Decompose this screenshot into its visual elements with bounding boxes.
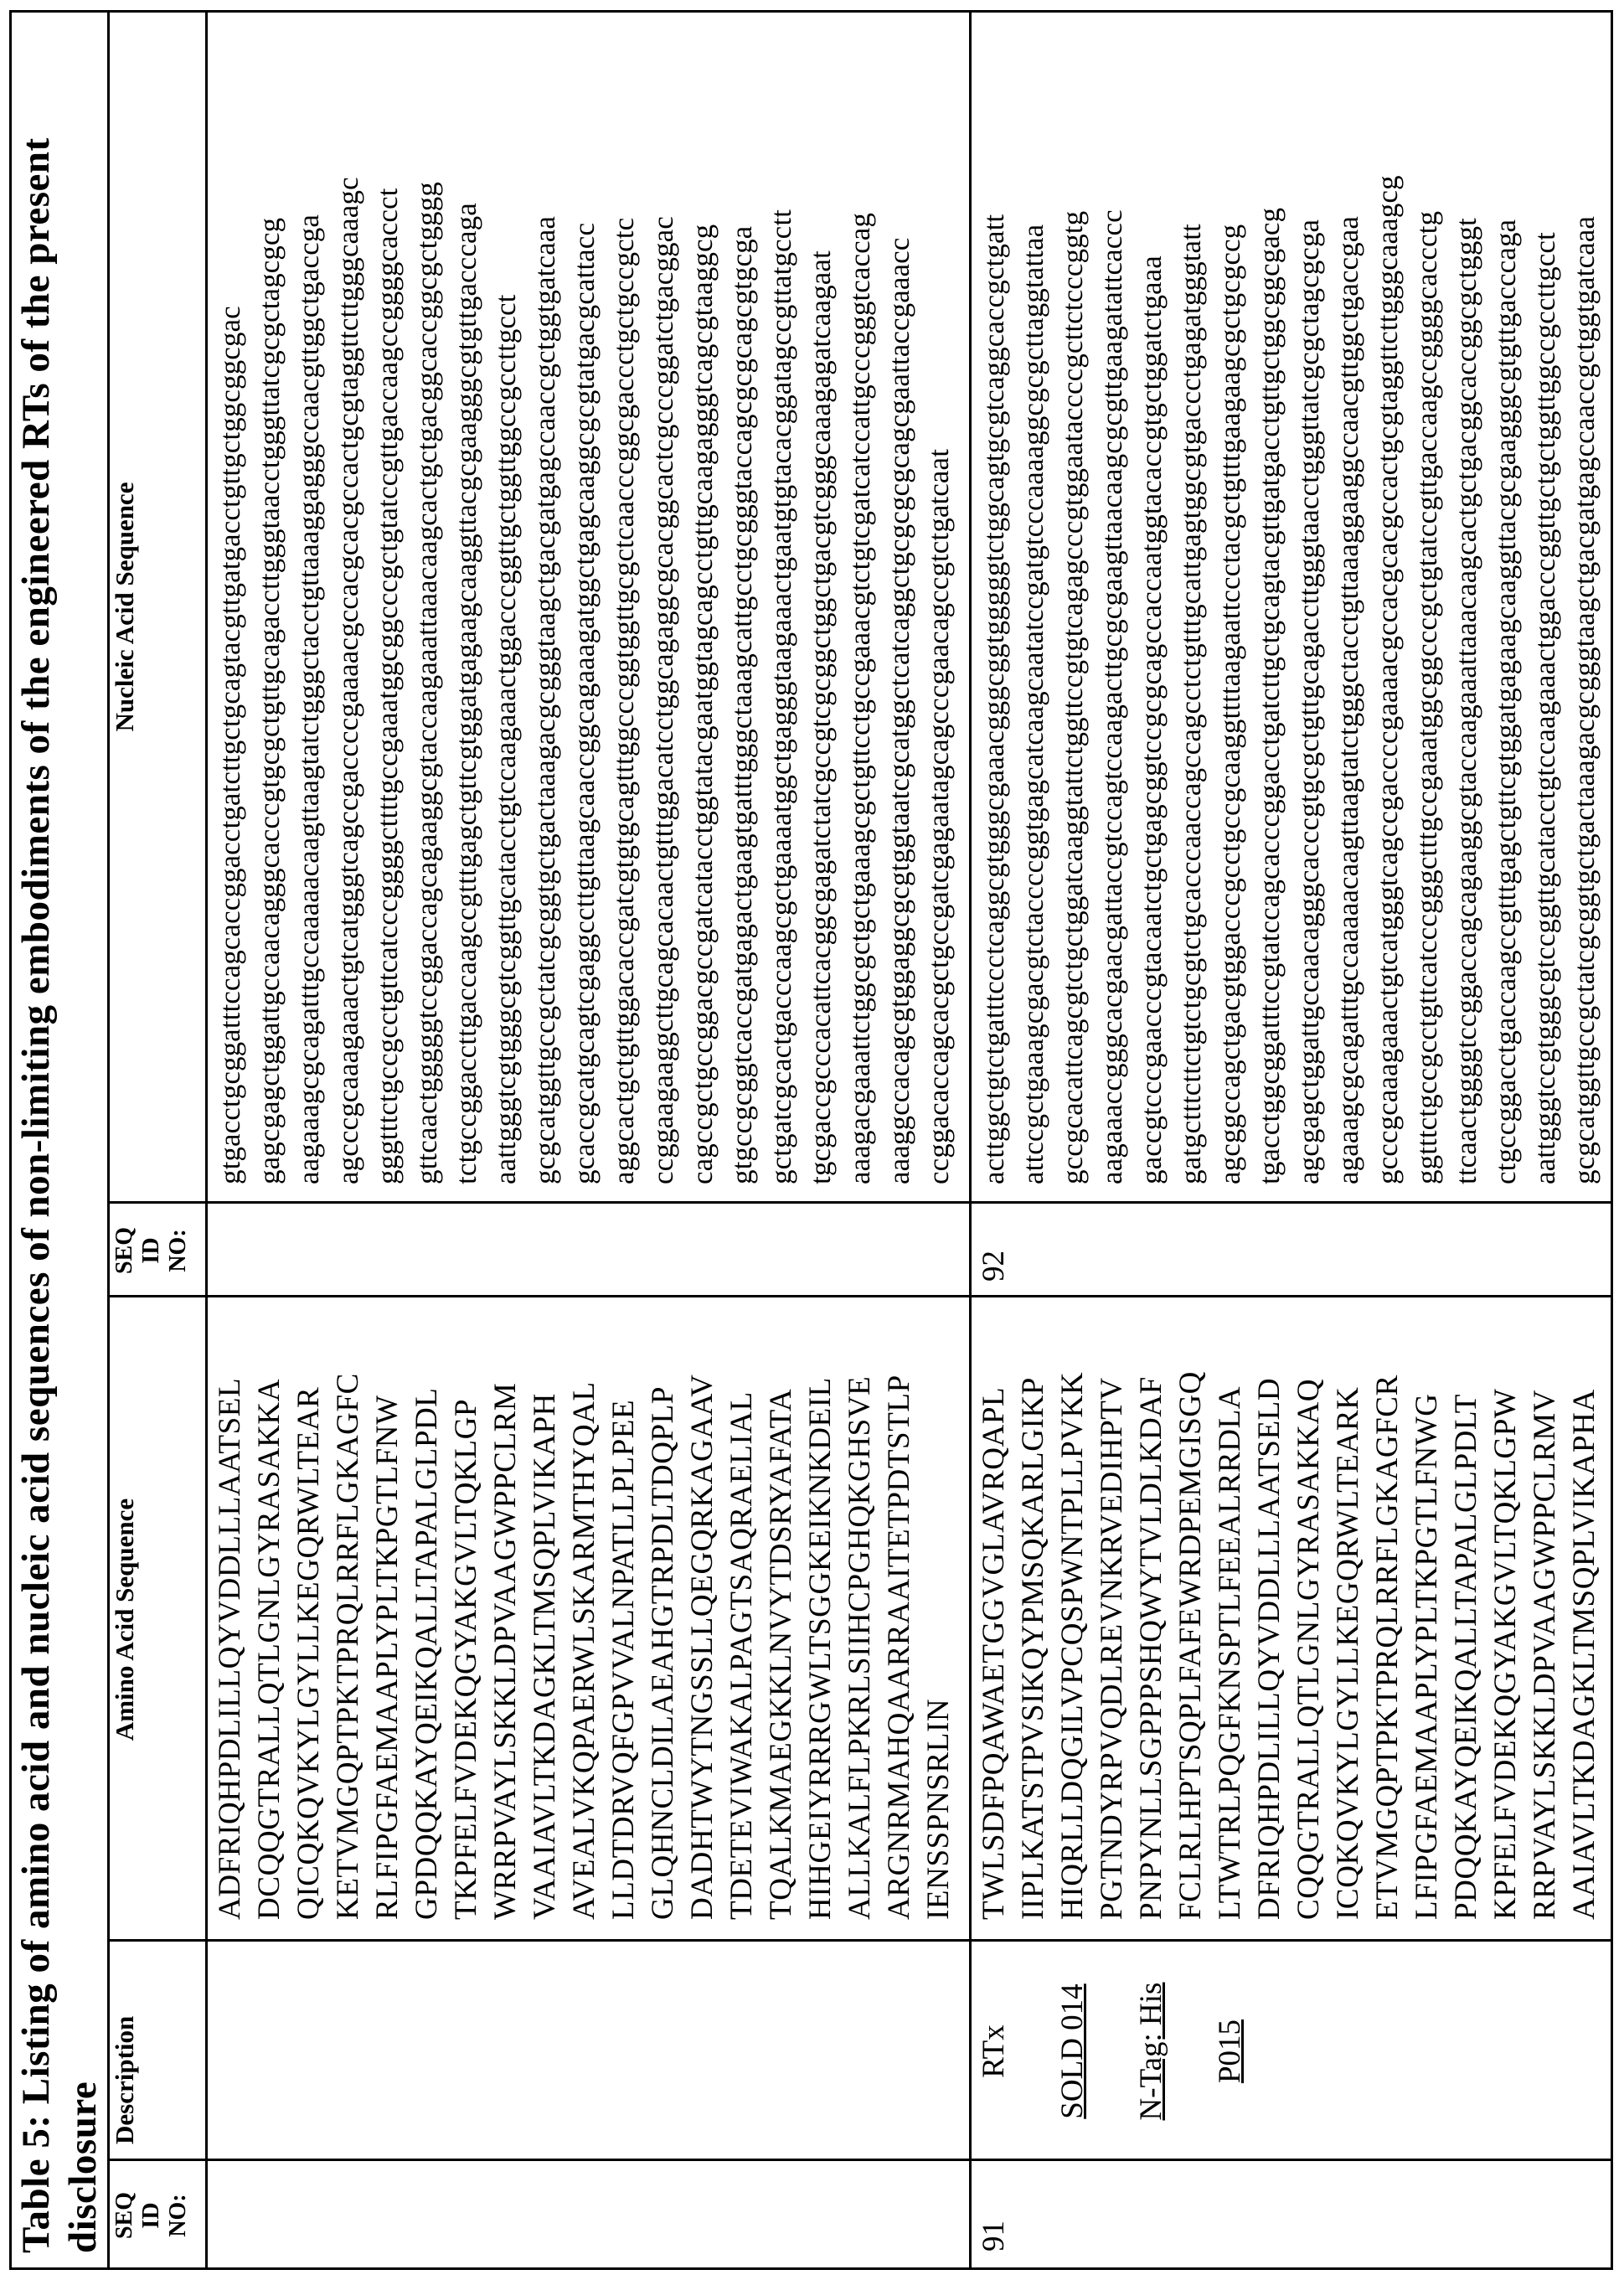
amino-acid-line: LTWTRLPQGFKNSPTLFEEALRRDLA [1213, 1385, 1247, 1920]
description-line: RTx [977, 2025, 1011, 2078]
description-line: P015 [1213, 2019, 1247, 2084]
nucleic-acid-line: acttggctgtctgatttccctcaggcgtgggcgaaacgggcggtgggggtctggcagtgcgtcaggcaccgctgatt [977, 214, 1010, 1184]
amino-acid-line: RRPVAYLSKKLDPVAAGWPPCLRMV [1528, 1389, 1562, 1920]
nucleic-acid-line: aattgggtccgtgggcgtccggttgcatacctgtccaagaaactggacccggttgctgctggttggccgccttgcct [1529, 232, 1561, 1184]
nucleic-acid-line: gtgacctgcggatttccagcaccggacctgatcttgctgcagtacgttgatgacctgttgctggcggcgac [214, 306, 246, 1184]
nucleic-acid-line: gtgccgcggtcaccgatgagactgaagtgatttgggctaaagcattgcctgcgggtaccagcgcgcagcgtgcga [725, 225, 758, 1184]
nucleic-acid-line: gcgcatggttgccgctatcgcggtgctgactaaagacgcgggtaagctgacgatgagccaaccgctggtgatcaaa [1568, 215, 1601, 1184]
header-seq-id-2 [111, 1204, 192, 1297]
nucleic-acid-line: gcccgcaaagaaactgtcatgggtcagccgaccccgaaaacgccacgcacgccactgcgtaggttcttgggcaaagcg [1371, 175, 1404, 1184]
amino-acid-line: ADFRIQHPDLILLQYVDDLLLAATSEL [213, 1377, 247, 1920]
header-seq-id-line: ID [138, 1237, 164, 1264]
nucleic-acid-line: agcccgcaaagaaactgtcatgggtcagccgaccccgaaaacgccacgcacgccactgcgtaggttcttgggcaaagc [332, 177, 364, 1184]
seq-id-nucleic: 92 [977, 1251, 1011, 1282]
header-seq-id-line: NO: [165, 1229, 191, 1272]
amino-acid-line: IIPLKATSTPVSIKQYPMSQKARLGIKP [1016, 1377, 1050, 1920]
table-title-text: : Listing of amino acid and nucleic acid sequences of non-limiting embodiments of the engineered RTs of the present [14, 137, 58, 2128]
amino-acid-line: PDQQKAYQEIKQALLTAPALGLPDLT [1449, 1394, 1483, 1920]
amino-acid-line: PNPYNLLSGPPPSHQWYTVLDLKDAF [1134, 1376, 1168, 1920]
description [974, 1942, 1250, 2161]
nucleic-acid-line: tctgccggaccttgaccaagccgtttgagctgttcgtggatgagaagcaaggttacgcgaagggcgtgttgacccaga [450, 203, 482, 1184]
amino-acid-line: FCLRLHPTSQPLFAFEWRDPEMGISGQ [1173, 1371, 1208, 1920]
amino-acid-line: QICQKQVKYLGYLLKEGQRWLTEAR [291, 1386, 326, 1920]
nucleic-acid-line: gcaccgcatgcagtcgaggccttgttaagcaaccggcagaaagatggctgagcaaggcgcgtatgacgcattacc [568, 222, 601, 1184]
header-seq-id-line: ID [138, 2202, 164, 2229]
nucleic-acid-line: ttcaactggggtccggaccagcagaaggcgtaccaagaaattaaacaagcactgctgacggcaccggcgctgggt [1450, 218, 1482, 1184]
amino-acid-sequence [974, 1371, 1604, 1920]
nucleic-acid-line: gatgctttcttctgtctgcgtctgcacccaaccagccagcctctgtttgcattgagtggcgtgaccctgagatgggtatt [1174, 224, 1207, 1184]
amino-acid-line: GPDQQKAYQEIKQALLTAPALGLPDL [410, 1387, 444, 1920]
row-divider [969, 10, 972, 2270]
nucleic-acid-line: aattgggtcgtgggcgtcggttgcatacctgtccaagaaactggacccggttgctggttggccgccttgcct [489, 294, 522, 1184]
column-divider [107, 1201, 1613, 1204]
nucleic-acid-line: agaaagcgcagatttgccaaaaacaagttaagtatctgggctacctgttaaaggaaggccaacgttggctgaccgaa [1332, 215, 1364, 1184]
header-seq-id-line: NO: [165, 2194, 191, 2237]
amino-acid-line: ICQKQVKYLGYLLKEGQRWLTEARK [1331, 1386, 1365, 1920]
header-seq-id-line: SEQ [111, 2191, 137, 2240]
amino-acid-line: WRRPVAYLSKKLDPVAAGWPPCLRM [488, 1382, 523, 1920]
nucleic-acid-line: gaccgtcccgaacccgtacaatctgctgagcggtccgcgcagccaccaatggtacaccgtgctggatctgaaa [1135, 255, 1168, 1184]
title-divider [107, 10, 110, 2270]
nucleic-acid-line: gcgcatggttgccgctatcgcggtgctgactaaagacgcgggtaagctgacgatgagccaaccgctggtgatcaaa [528, 215, 561, 1184]
amino-acid-line: PGTNDYRPVQDLREVNKRVEDIHPTV [1095, 1377, 1129, 1920]
amino-acid-line: HIHGEIYRRRGWLTSGGKEIKNKDEIL [803, 1377, 838, 1920]
nucleic-acid-line: aaaggccacagcgtggaggcgcgtggtaatcgcatggctcatcaggctgcgcgcgcagcgaattaccgaaacc [883, 237, 915, 1184]
table-title-line2: disclosure [61, 2081, 105, 2253]
amino-acid-line: DADHTWYTNGSSLLQEGQRKAGAAV [685, 1374, 719, 1920]
rotated-table-page [9, 10, 1613, 2270]
nucleic-acid-line: aagaaagcgcagatttgccaaaaacaagttaagtatctgggctacctgttaaaggagggccaacgttggctgaccga [292, 214, 325, 1184]
column-divider [107, 2159, 1613, 2161]
nucleic-acid-line: tgcgaccgcccacattcacggcgagatctatcgccgtcgcggctggctgacgtcgggcaaagagatcaagaat [804, 250, 837, 1184]
table-title-label: Table 5 [14, 2128, 58, 2253]
amino-acid-line: TWLSDFPQAWAETGGVGLAVRQAPL [977, 1386, 1011, 1920]
header-amino-acid: Amino Acid Sequence [110, 1498, 139, 1741]
header-divider [205, 10, 208, 2270]
amino-acid-line: KPFELFVDEKQGYAKGVLTQKLGPW [1488, 1388, 1523, 1920]
amino-acid-line: ARGNRMAHQAARRAAITETPDTSTLP [882, 1375, 916, 1920]
description-line: SOLD 014 [1055, 1983, 1090, 2119]
header-seq-id-line: SEQ [111, 1226, 137, 1275]
nucleic-acid-line: gctgatcgcactgacccaagcgctgaaaatggctgagggtaagaaactgaatgtgtacacggatagccgttatgcctt [765, 209, 797, 1184]
amino-acid-line: VAAIAVLTKDAGKLTMSQPLVIKAPH [528, 1393, 562, 1920]
nucleic-acid-sequence [974, 175, 1604, 1184]
amino-acid-line: HIQRLLDQGILVPCQSPWNTPLLPVKK [1055, 1371, 1090, 1920]
nucleic-acid-line: aaagacgaaattctggcgctgctgaaagcgctgttcctgccgaaacgtctgtcgatcatccattgcccgggtcaccag [843, 212, 876, 1184]
nucleic-acid-line: gagcgagctggattgccaacagggcacccgtgcgctgttgcagaccttgggtaacctgggttatcgcgctagcgcg [253, 217, 286, 1184]
nucleic-acid-line: ggtttctgccgcctgttcatcccgggctttgccgaaatggcggcccgctgtatccgttgaccaagccggggcaccctg [1410, 210, 1443, 1184]
column-divider [107, 1295, 1613, 1297]
amino-acid-line: GLQHNCLDILAEAHGTRPDLTDQPLP [646, 1385, 680, 1920]
nucleic-acid-line: ccggaagaaggcttgcagcacaactgtttggacatcctggcagaggcgcacggcactcgcccggatctgacggac [647, 216, 679, 1184]
nucleic-acid-line: agcgagctggattgccaacagggcacccgtgcgctgttgcagaccttgggtaacctgggttatcgcgctagcgcga [1292, 219, 1325, 1184]
nucleic-acid-line: tgacctggcggatttccgtatccagcacccggacctgatcttgctgcagtacgttgatgacctgttgctggcggcgacg [1253, 207, 1286, 1184]
amino-acid-line: AVEALVKQPAERWLSKARMTHYQAL [567, 1381, 601, 1920]
nucleic-acid-line: gccgcacattcagcgtctgctggatcaaggtattctggttccgtgtcagagcccgtggaataccccgcttctcccggtg [1056, 210, 1089, 1184]
amino-acid-line: LLDTDRVQFGPVVALNPATLLPLPEE [606, 1399, 641, 1920]
nucleic-acid-line: agcggccagctgacgtggacccgcctgccgcaaggttttaagaattccctacgctgtttgaagaagcgctgcgccg [1214, 224, 1246, 1184]
amino-acid-line: DCQQGTRALLQTLGNLGYRASAKKA [252, 1378, 286, 1920]
amino-acid-line: KETVMGQPTPKTPRQLRRFLGKAGFC [331, 1373, 365, 1920]
header-nucleic-acid: Nucleic Acid Sequence [110, 482, 139, 732]
amino-acid-line: LFIPGFAEMAAPLYPLTKPGTLFNWG [1410, 1393, 1444, 1920]
amino-acid-line: CQQGTRALLQTLGNLGYRASAKKAQ [1291, 1378, 1326, 1920]
description-line: N-Tag: His [1134, 1982, 1168, 2121]
nucleic-acid-line: aagaaaccgggcacgaacgattaccgtccagtccaagacttgcgcgaagttaacaagcgcgttgaagatattcaccc [1096, 209, 1128, 1184]
nucleic-acid-line: ccggacaccagcacgctgccgatcgagaatagcagcccgaacagccgtctgatcaat [922, 448, 955, 1184]
header-description: Description [110, 2015, 139, 2144]
nucleic-acid-line: attccgctgaaagcgacgtctaccccggtgagcatcaagcaatatccgatgtcccaaaaggcgcgcttaggtattaa [1017, 224, 1049, 1184]
column-divider [107, 1939, 1613, 1942]
nucleic-acid-line: aggcactgctgttggacaccgatcgtgtgcagtttggcccggtggttgcgctcaacccggcgaccctgctgccgctc [607, 217, 640, 1184]
table-title [13, 25, 106, 2253]
amino-acid-line: IENSSPNSRLIN [921, 1698, 956, 1920]
amino-acid-line: TDETEVIWAKALPAGTSAQRAELIAL [724, 1391, 759, 1920]
amino-acid-line: AAIAVLTKDAGKLTMSQPLVIKAPHA [1567, 1389, 1601, 1920]
nucleic-acid-sequence [210, 177, 958, 1184]
amino-acid-line: TQALKMAEGKKLNVYTDSRYAFATA [764, 1388, 798, 1920]
nucleic-acid-line: ctgccggacctgaccaagccgtttgagctgttcgtggatgagaagcaaggttacgcgaagggcgtgttgacccaga [1489, 219, 1522, 1184]
amino-acid-line: TKPFELFVDEKQGYAKGVLTQKLGP [449, 1398, 483, 1920]
header-seq-id [111, 2161, 192, 2270]
amino-acid-line: DFRIQHPDLILLQYVDDLLLAATSELD [1252, 1377, 1286, 1920]
amino-acid-line: RLFIPGFAEMAAPLYPLTKPGTLFNW [370, 1395, 405, 1920]
nucleic-acid-line: gggtttctgccgcctgttcatcccggggcttttgccgaaatggcggcccgctgtatccgttgaccaagccggggcaccct [371, 188, 404, 1184]
nucleic-acid-line: cagccgctgccggacgccgatcatacctggtatacgaatggtagcagcctgttgcaagagggtcagcgtaaggcg [686, 224, 719, 1184]
amino-acid-sequence [210, 1373, 958, 1920]
nucleic-acid-line: gttcaactgggggtccggaccagcagaaggcgtaccaagaaattaaacaagcactgctgacggcaccggcgctgggg [410, 182, 443, 1184]
seq-id-amino: 91 [977, 2221, 1011, 2252]
amino-acid-line: ETVMGQPTPKTPRQLRRFLGKAGFCR [1370, 1375, 1405, 1920]
amino-acid-line: ALLKALFLPKRLSIIHCPGHQKGHSVE [843, 1375, 877, 1920]
